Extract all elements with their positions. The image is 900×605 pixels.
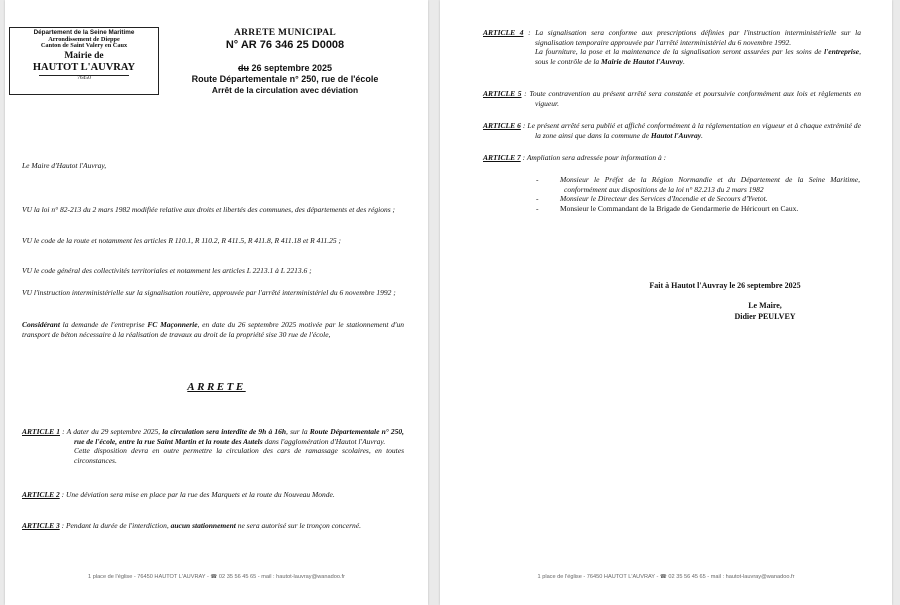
intro-line: Le Maire d'Hautot l'Auvray, (22, 161, 107, 170)
article-text: : Toute contravention au présent arrêté sera constatée et poursuivie conformément aux lois et règlements en vigueur. (521, 89, 861, 108)
article-text: ne sera autorisé sur le tronçon concerné. (235, 521, 361, 530)
decree-subject: Arrêt de la circulation avec déviation (211, 85, 359, 95)
article-text: : Une déviation sera mise en place par la rue des Marquets et la route du Nouveau Monde. (59, 490, 335, 499)
company-name: FC Maçonnerie (147, 320, 198, 329)
article-7-label: ARTICLE 7 (483, 153, 521, 162)
article-text: : Ampliation sera adressée pour information à : (520, 153, 667, 162)
article-text: : A dater du 29 septembre 2025, (60, 427, 163, 436)
arrondissement-label: Arrondissement de Dieppe (48, 35, 120, 43)
page-footer: 1 place de l'église - 76450 HAUTOT L'AUVRAY - ☎ 02 35 56 45 65 - mail : hautot-lauvray@wanadoo.fr (537, 574, 795, 580)
article-text: : La signalisation sera conforme aux prescriptions définies par l'instruction interministérielle sur la signalisation temporaire approuvée par l'arrêté interministériel du 6 novembre 1992. (523, 28, 862, 47)
recipient-item: - Monsieur le Préfet de la Région Normandie et du Département de la Seine Maritime, conformément aux dispositions de la loi n° 82.213 du 2 mars 1982 (536, 175, 860, 194)
page-footer: 1 place de l'église - 76450 HAUTOT L'AUVRAY - ☎ 02 35 56 45 65 - mail : hautot-lauvray@wanadoo.fr (88, 574, 345, 580)
article-text: , sur la (286, 427, 310, 436)
department-label: Département de la Seine Maritime (33, 29, 135, 36)
article-4-body (483, 28, 861, 47)
article-3 (22, 521, 404, 531)
vu-clause: VU le code général des collectivités territoriales et notamment les articles L 2213.1 à L 2213.6 ; (22, 266, 312, 275)
recipient-text: Monsieur le Directeur des Services d'Incendie et de Secours d'Yvetot. (560, 194, 768, 203)
recipient-text: Monsieur le Commandant de la Brigade de Gendarmerie de Héricourt en Caux. (560, 203, 799, 213)
decree-road: Route Départementale n° 250, rue de l'école (191, 74, 379, 84)
article-4-label: ARTICLE 4 (483, 28, 524, 37)
article-3-label: ARTICLE 3 (22, 521, 60, 530)
article-6-label: ARTICLE 6 (483, 121, 521, 130)
article-6 (483, 121, 861, 140)
article-1 (22, 427, 404, 465)
article-bold-text: l'entreprise (824, 47, 860, 56)
commune-name: HAUTOT L'AUVRAY (32, 61, 136, 73)
date-prefix-struck: du (237, 63, 249, 73)
signature-name: Didier PEULVEY (734, 312, 796, 321)
article-text: : Pendant la durée de l'interdiction, (59, 521, 171, 530)
vu-clause: VU l'instruction interministérielle sur la signalisation routière, approuvée par l'arrêté interministériel du 6 novembre 1992 ; (22, 288, 396, 297)
article-text: dans l'agglomération d'Hautot l'Auvray. (262, 436, 386, 446)
article-1-body (22, 427, 404, 446)
recipient-item: - Monsieur le Commandant de la Brigade de Gendarmerie de Héricourt en Caux. (536, 203, 799, 213)
document-page-2 (440, 0, 892, 605)
arrete-heading: ARRETE (187, 381, 246, 393)
mairie-label: Mairie de (64, 50, 104, 61)
article-text: : Le présent arrêté sera publié et affiché conformément à la réglementation en vigueur et à chaque extrémité de la zone ainsi que dans la commune de (520, 121, 861, 140)
article-bold-text: Mairie de Hautot l'Auvray (601, 56, 683, 66)
article-text: . (701, 130, 703, 140)
considerant-text: la demande de l'entreprise (59, 320, 148, 329)
article-5-label: ARTICLE 5 (483, 89, 522, 98)
vu-clause: VU la loi n° 82-213 du 2 mars 1982 modifiée relative aux droits et libertés des communes, des départements et des régions ; (22, 205, 396, 214)
considerant-clause (22, 320, 404, 339)
article-bold-text: la circulation sera interdite de 9h à 16h (162, 427, 287, 436)
article-bold-text: aucun stationnement (170, 521, 236, 530)
recipients-list (536, 175, 860, 213)
article-5 (483, 89, 861, 108)
considerant-text: , en date du 26 septembre 2025 motivée par le stationnement d'un transport de béton nécessaire à la réalisation de travaux au droit de la propriété sise 30 rue de l'école, (22, 320, 404, 339)
article-text: . (682, 56, 685, 66)
date-value: 26 septembre 2025 (248, 63, 333, 73)
article-bold-text: Route Départementale n° 250, rue de l'école, entre la rue Saint Martin et la route des Autels (74, 427, 405, 446)
decree-date (165, 63, 405, 73)
article-text: La fourniture, la pose et la maintenance de la signalisation seront assurées par les soins de (535, 47, 825, 56)
article-text: , sous le contrôle de la (535, 47, 861, 66)
recipient-text: Monsieur le Préfet de la Région Normandie et du Département de la Seine Maritime, conformément aux dispositions de la loi n° 82.213 du 2 mars 1982 (560, 175, 860, 194)
article-bold-text: Hautot l'Auvray (650, 130, 702, 140)
article-4 (483, 28, 861, 66)
decree-number: N° AR 76 346 25 D0008 (225, 39, 345, 51)
article-4-note (483, 47, 861, 66)
signature-place-date: Fait à Hautot l'Auvray le 26 septembre 2025 (649, 281, 801, 290)
article-2-label: ARTICLE 2 (22, 490, 60, 499)
vu-clause: VU le code de la route et notamment les articles R 110.1, R 110.2, R 411.5, R 411.8, R 411.18 et R 411.25 ; (22, 236, 342, 245)
article-1-label: ARTICLE 1 (22, 427, 60, 436)
recipient-item: - Monsieur le Directeur des Services d'Incendie et de Secours d'Yvetot. (536, 194, 768, 203)
decree-type: ARRETE MUNICIPAL (233, 28, 336, 38)
canton-label: Canton de Saint Valery en Caux (40, 42, 128, 50)
article-7 (483, 153, 861, 163)
signature-role: Le Maire, (748, 301, 782, 310)
document-page-1 (5, 0, 428, 605)
considerant-lead: Considérant (22, 320, 60, 329)
municipality-header-box (9, 27, 159, 95)
article-2 (22, 490, 404, 500)
postcode: 76450 (39, 75, 129, 82)
article-1-note: Cette disposition devra en outre permettre la circulation des cars de ramassage scolaires, en toutes circonstances. (74, 446, 404, 465)
